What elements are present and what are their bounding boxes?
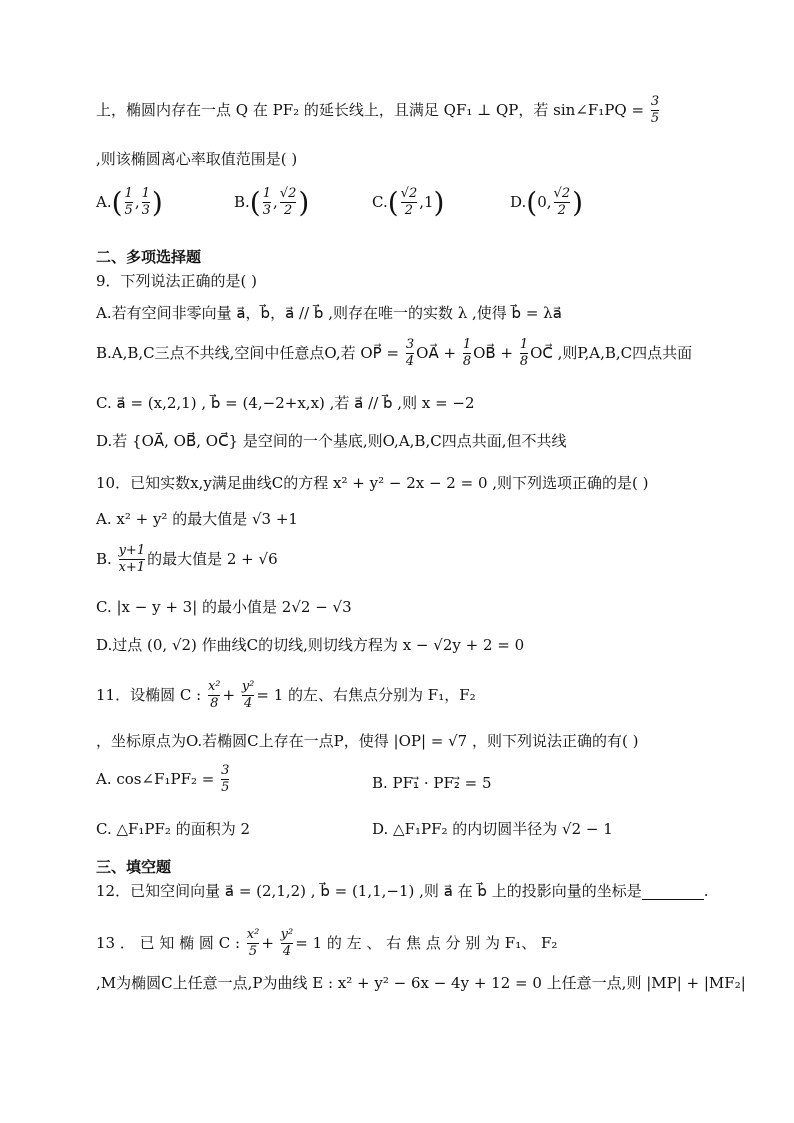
q10-option-d: D.过点 (0, √2) 作曲线C的切线,则切线方程为 x − √2y + 2 = 0 (96, 636, 525, 654)
q9-option-c: C. a⃗ = (x,2,1) , b⃗ = (4,−2+x,x) ,若 a⃗ // b⃗ ,则 x = −2 (96, 394, 475, 412)
section-multi-choice: 二、多项选择题 (96, 248, 202, 266)
q8-option-a: A.( $\frac{1}{5}$ , $\frac{1}{3}$ ) (96, 186, 163, 219)
q8-text-cont: 上，椭圆内存在一点 Q 在 PF₂ 的延长线上，且满足 QF₁ ⊥ QP，若 sin∠F₁PQ = (96, 100, 645, 119)
q11-stem: 11．设椭圆 C : $\frac{\text{x²}}{8}$ + $\frac{\text{y²}}{4}$ = 1 的左、右焦点分别为 F₁，F₂ (96, 679, 476, 712)
q8-option-c: C.( $\frac{√2}{2}$ ,1) (372, 186, 445, 219)
q11-option-d: D. △F₁PF₂ 的内切圆半径为 √2 − 1 (372, 820, 613, 838)
q8-text-line (96, 95, 698, 127)
q8-question-end: ,则该椭圆离心率取值范围是( ) (96, 150, 298, 168)
q10-option-b: B. $\frac{y+1}{x+1}$ 的最大值是 2 + √6 (96, 543, 278, 576)
q13-stem: 13 ． 已 知 椭 圆 C : $\frac{\text{x²}}{5}$ + $\frac{\text{y²}}{4}$ = 1 的 左 、 右 焦 点 分 别 为 F₁、 F₂ (96, 927, 558, 960)
q10-option-c: C. |x − y + 3| 的最小值是 2√2 − √3 (96, 598, 352, 616)
q8-option-d: D.(0, $\frac{√2}{2}$ ) (510, 186, 584, 219)
q9-option-b: B.A,B,C三点不共线,空间中任意点O,若 OP⃗ = $\frac{3}{4}$ OA⃗ + $\frac{1}{8}$ OB⃗ + $\frac{1}{8}$ OC⃗ ,则P,A,B,C四点共面 (96, 337, 693, 370)
q13-stem-line2: ,M为椭圆C上任意一点,P为曲线 E : x² + y² − 6x − 4y + 12 = 0 上任意一点,则 |MP| + |MF₂| (96, 974, 746, 992)
q8-option-b: B.( $\frac{1}{3}$ , $\frac{√2}{2}$ ) (234, 186, 310, 219)
q10-stem: 10．已知实数x,y满足曲线C的方程 x² + y² − 2x − 2 = 0 ,则下列选项正确的是( ) (96, 474, 649, 492)
q8-sin-fraction: $\frac{3}{5}$ (650, 94, 660, 127)
q12-text: 12．已知空间向量 a⃗ = (2,1,2) , b⃗ = (1,1,−1) ,则 a⃗ 在 b⃗ 上的投影向量的坐标是 . (96, 882, 709, 900)
q9-stem: 9．下列说法正确的是( ) (96, 272, 258, 290)
q9-option-a: A.若有空间非零向量 a⃗，b⃗，a⃗ // b⃗ ,则存在唯一的实数 λ ,使得 b⃗ = λa⃗ (96, 304, 562, 322)
q11-option-a: A. cos∠F₁PF₂ = $\frac{3}{5}$ (96, 763, 230, 796)
q9-option-d: D.若 {OA⃗, OB⃗, OC⃗} 是空间的一个基底,则O,A,B,C四点共面,但不共线 (96, 432, 567, 450)
q10-option-a: A. x² + y² 的最大值是 √3 +1 (96, 510, 298, 528)
section-fill-blank: 三、填空题 (96, 858, 172, 876)
q12-answer-blank[interactable] (642, 883, 704, 900)
q11-stem-line2: ，坐标原点为O.若椭圆C上存在一点P，使得 |OP| = √7 ，则下列说法正确的有( ) (96, 732, 639, 750)
q11-option-b: B. PF₁⃗ · PF₂⃗ = 5 (372, 774, 492, 792)
q11-option-c: C. △F₁PF₂ 的面积为 2 (96, 820, 251, 838)
